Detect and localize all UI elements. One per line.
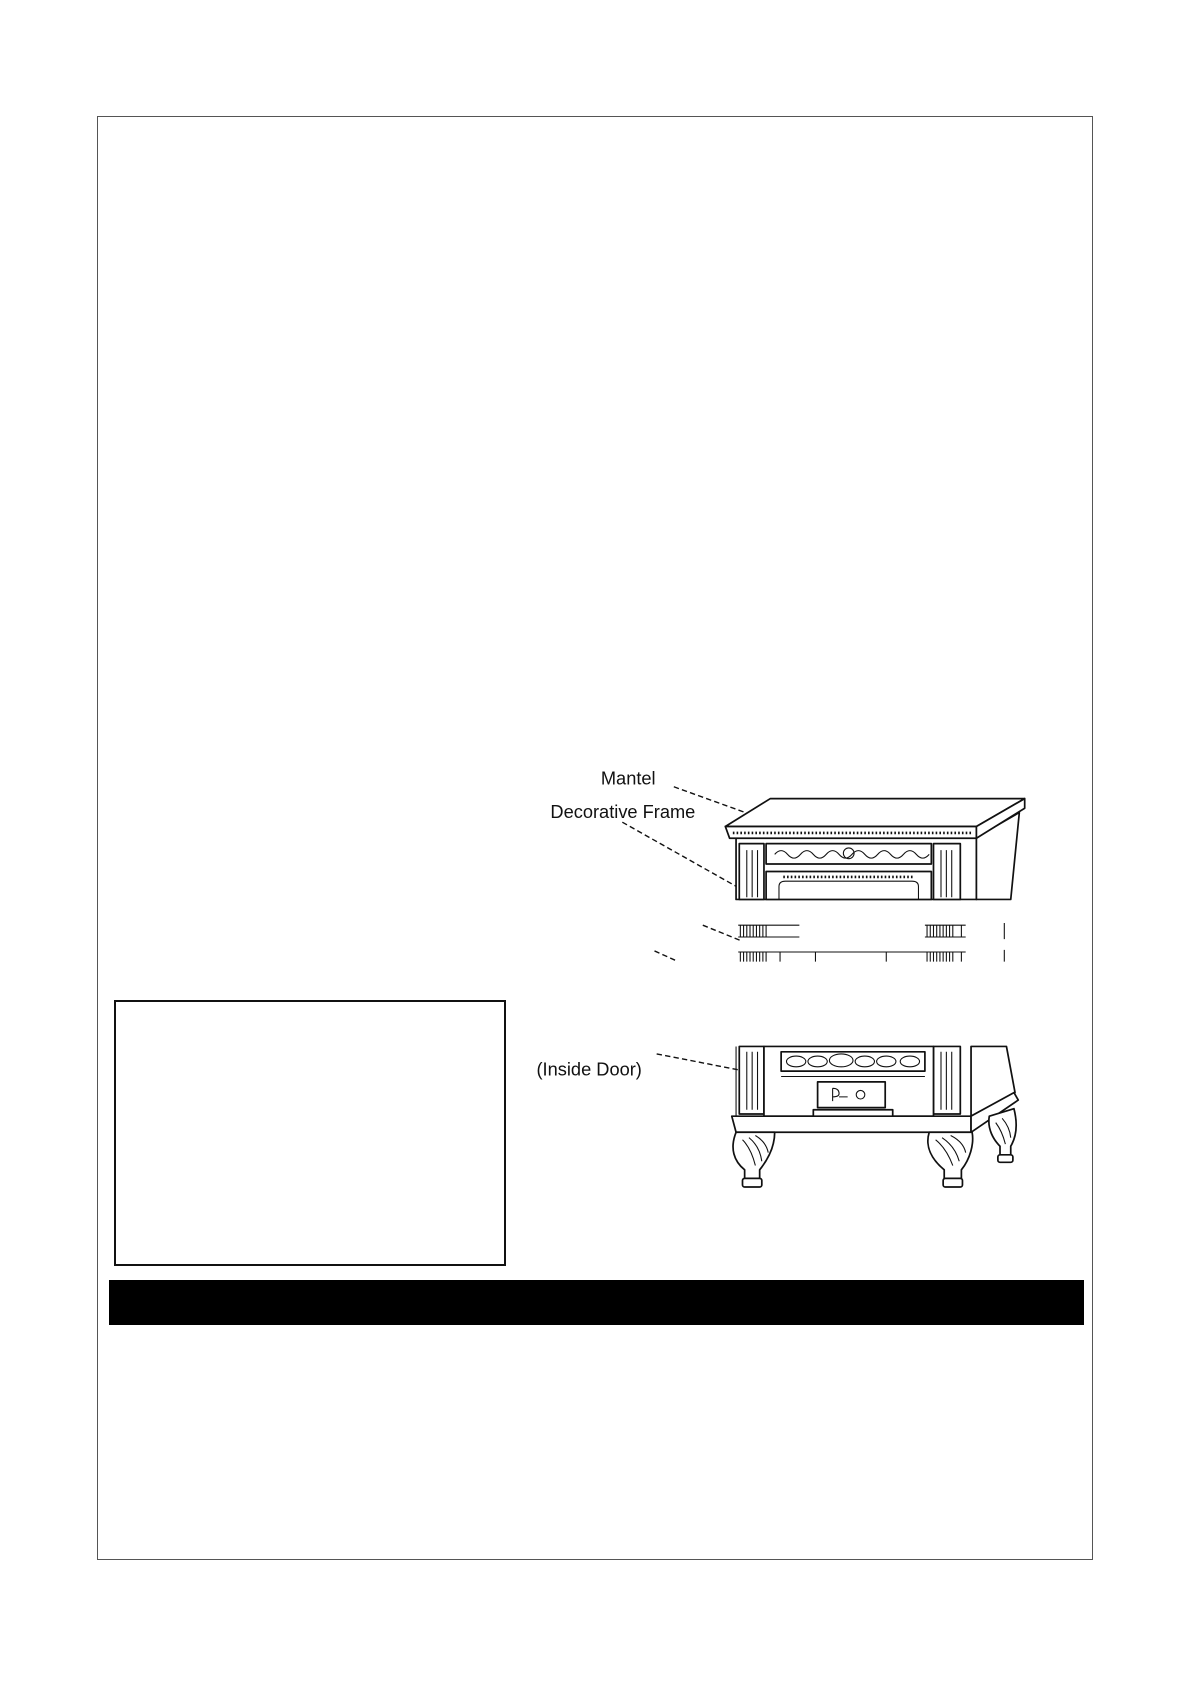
label-mantel: Mantel (600, 767, 656, 789)
leader-line-fragment (655, 951, 676, 961)
decorative-frame (766, 844, 931, 900)
label-decorative-frame: Decorative Frame (550, 800, 696, 822)
left-column (739, 844, 764, 1114)
right-column (933, 844, 960, 1114)
label-inside-door: (Inside Door) (536, 1058, 642, 1080)
inside-door-panel (813, 1082, 892, 1117)
left-front-leg (733, 1132, 775, 1187)
mantel (725, 799, 1024, 839)
scan-artifact-band (738, 923, 1004, 962)
leader-line-decorative-frame (622, 822, 740, 889)
leader-line-fragment (703, 925, 743, 941)
back-right-leg (989, 1109, 1016, 1163)
right-front-leg (928, 1132, 973, 1187)
